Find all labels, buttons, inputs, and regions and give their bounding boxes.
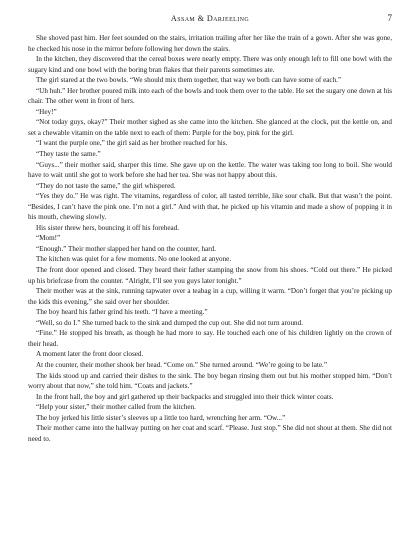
paragraph: The girl stared at the two bowls. “We should mix them together, that way we both can have some of each.” xyxy=(36,76,342,85)
paragraph: “Enough.” Their mother slapped her hand on the counter, hard. xyxy=(36,244,217,253)
paragraph: The boy heard his father grind his teeth. “I have a meeting.” xyxy=(36,308,208,317)
paragraph: In the front hall, the boy and girl gathered up their backpacks and struggled into their thick winter coats. xyxy=(36,392,334,401)
paragraph: The front door opened and closed. They heard their father stamping the snow from his shoes. “Cold out there.” He picked up his briefcase from the counter. “Alright, I’ll see you guys later tonight.” xyxy=(28,266,392,285)
paragraph: “Hey!” xyxy=(36,107,57,116)
paragraph: At the counter, their mother shook her head. “Come on.” She turned around. “We’re going to be late.” xyxy=(36,360,328,369)
paragraph: Their mother came into the hallway putting on her coat and scarf. “Please. Just stop.” She did not shout at them. She did not need to. xyxy=(28,424,392,443)
paragraph: “I want the purple one,” the girl said as her brother reached for his. xyxy=(36,139,228,148)
page-number: 7 xyxy=(387,13,392,23)
paragraph: A moment later the front door closed. xyxy=(36,350,144,359)
paragraph: “Yes they do.” He was right. The vitamins, regardless of color, all tasted terrible, like sour chalk. But that wasn’t the point. “Besides, I can’t have the pink one. I’m not a girl.” And with that, he picked up his vitamin and made a show of popping it in his mouth, chewing slowly. xyxy=(28,192,392,222)
paragraph: “Not today guys, okay?” Their mother sighed as she came into the kitchen. She glanced at the clock, put the kettle on, and set a chewable vitamin on the table next to each of them: Purple for the boy, pink for the girl. xyxy=(28,118,392,137)
paragraph: “Guys...” their mother said, sharper this time. She gave up on the kettle. The water was taking too long to boil. She would have to wait until she got to work before she had her tea. She was not happy about this. xyxy=(28,160,392,180)
paragraph: The boy jerked his little sister’s sleeves up a little too hard, wrenching her arm. “Ow...” xyxy=(36,413,286,422)
running-title: Assam & Darjeeling xyxy=(170,14,250,23)
paragraph: She shoved past him. Her feet sounded on the stairs, irritation trailing after her like the train of a gown. After she was gone, he checked his nose in the mirror before following her down the stairs. xyxy=(28,34,392,53)
paragraph: “They do not taste the same,” the girl whispered. xyxy=(36,181,176,190)
paragraph: “Mom!” xyxy=(36,234,61,243)
paragraph: Their mother was at the sink, running tapwater over a teabag in a cup, willing it warm. “Don’t forget that you’re picking up the kids this evening,” she said over her shoulder. xyxy=(28,287,392,306)
running-header xyxy=(28,11,392,33)
paragraph: In the kitchen, they discovered that the cereal boxes were nearly empty. There was only enough left to fill one bowl with the sugary kind and one bowl with the boring bran flakes that their parents sometimes ate. xyxy=(28,55,392,74)
paragraph: “Uh huh.” Her brother poured milk into each of the bowls and took them over to the table. He set the sugary one down at his chair. The other went in front of hers. xyxy=(28,86,392,106)
paragraph: The kitchen was quiet for a few moments. No one looked at anyone. xyxy=(36,255,232,264)
page-body xyxy=(28,33,392,444)
paragraph: The kids stood up and carried their dishes to the sink. The boy began rinsing them out but his mother stopped him. “Don’t worry about that now,” she told him. “Coats and jackets.” xyxy=(28,371,392,391)
paragraph: His sister threw hers, bouncing it off his forehead. xyxy=(36,223,180,232)
paragraph: “Fine.” He stopped his breath, as though he had more to say. He touched each one of his children lightly on the crown of their head. xyxy=(28,329,392,348)
paragraph: “Well, so do I.” She turned back to the sink and dumped the cup out. She did not turn around. xyxy=(36,318,303,327)
paragraph: “They taste the same.” xyxy=(36,150,101,159)
paragraph: “Help your sister,” their mother called from the kitchen. xyxy=(36,403,196,412)
